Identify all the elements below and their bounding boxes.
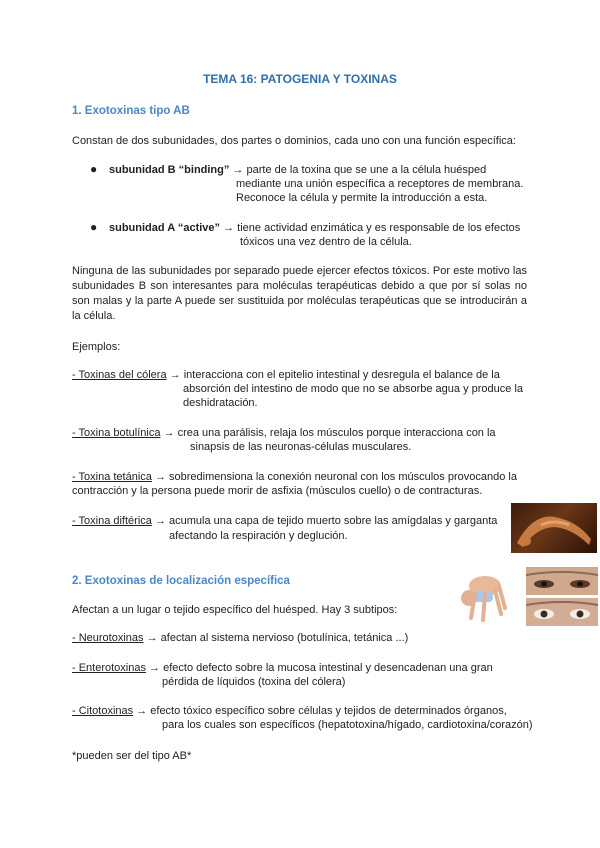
subtype-line (72, 631, 408, 645)
subtype-line (72, 661, 493, 675)
subtype-term: - Enterotoxinas (72, 662, 146, 674)
eyes-photo-bottom (526, 598, 598, 626)
subtype-text-line: para los cuales son específicos (hepatotoxina/hígado, cardiotoxina/corazón) (162, 719, 533, 731)
examples-label: Ejemplos: (72, 341, 121, 353)
subtype-line (72, 704, 507, 718)
arrow-glyph: → (154, 515, 166, 527)
example-line (72, 426, 496, 440)
bullet-term: subunidad A “active” (109, 222, 221, 234)
example-text-line: deshidratación. (183, 397, 258, 409)
bullet-text-line: tiene actividad enzimática y es responsable de los efectos (237, 222, 521, 234)
section1-paragraph: Ninguna de las subunidades por separado puede ejercer efectos tóxicos. Por este motivo las subunidades B son interesantes para moléculas terapéuticas debido a que por sí solas no son malas y la parte A puede ser sustituida por moléculas terapéuticas que se introducirán a la célula. (72, 265, 527, 322)
example-text-line: sinapsis de las neuronas-células musculares. (190, 441, 412, 453)
example-text-line: absorción del intestino de modo que no se absorbe agua y produce la (183, 383, 524, 395)
bullet-text-line: tóxicos una vez dentro de la célula. (240, 236, 412, 248)
example-term: - Toxina botulínica (72, 427, 161, 439)
page-title: TEMA 16: PATOGENIA Y TOXINAS (203, 72, 397, 86)
arrow-glyph: → (136, 705, 148, 717)
section1-intro: Constan de dos subunidades, dos partes o dominios, cada uno con una función específica: (72, 135, 516, 147)
example-text-line: acumula una capa de tejido muerto sobre las amígdalas y garganta (169, 515, 498, 527)
bullet-text-line: parte de la toxina que se une a la célula huésped (246, 164, 487, 176)
section2-intro: Afectan a un lugar o tejido específico del huésped. Hay 3 subtipos: (72, 604, 398, 616)
bullet-term: subunidad B “binding” (109, 164, 230, 176)
example-line (72, 368, 500, 382)
subtype-term: - Neurotoxinas (72, 632, 144, 644)
arrow-glyph: → (169, 369, 181, 381)
bullet-text-line: Reconoce la célula y permite la introducción a esta. (236, 192, 488, 204)
example-term: - Toxina tetánica (72, 471, 152, 483)
subtype-term: - Citotoxinas (72, 705, 134, 717)
section2-heading: 2. Exotoxinas de localización específica (72, 575, 290, 587)
example-text-line: interacciona con el epitelio intestinal y desregula el balance de la (183, 369, 500, 381)
subtype-text-line: efecto tóxico específico sobre células y tejidos de determinados órganos, (150, 705, 507, 717)
example-text-line: afectando la respiración y deglución. (169, 530, 348, 542)
subtype-text-line: pérdida de líquidos (toxina del cólera) (162, 676, 346, 688)
bullet-line (109, 221, 520, 235)
example-line (72, 470, 517, 484)
bullet-dot: ● (90, 162, 98, 176)
eyes-photo-top (526, 567, 598, 595)
arrow-glyph: → (232, 164, 244, 176)
arrow-glyph: → (154, 471, 166, 483)
example-term: - Toxinas del cólera (72, 369, 167, 381)
bullet-line (109, 163, 486, 177)
section2-note: *pueden ser del tipo AB* (72, 750, 192, 762)
infant-botulism-photo (455, 568, 513, 626)
subtype-text-line: efecto defecto sobre la mucosa intestinal y desencadenan una gran (163, 662, 493, 674)
arrow-glyph: → (163, 427, 175, 439)
example-term: - Toxina diftérica (72, 515, 152, 527)
arrow-glyph: → (146, 632, 158, 644)
bullet-text-line: mediante una unión específica a receptores de membrana. (236, 178, 524, 190)
example-text-line: contracción y la persona puede morir de asfixia (músculos cuello) o de contracturas. (72, 485, 483, 497)
example-line (72, 514, 497, 528)
example-text-line: crea una parálisis, relaja los músculos porque interacciona con la (177, 427, 496, 439)
arrow-glyph: → (223, 222, 235, 234)
bullet-dot: ● (90, 220, 98, 234)
subtype-text-line: afectan al sistema nervioso (botulínica, tetánica ...) (160, 632, 409, 644)
tetanus-patient-photo (511, 503, 597, 553)
example-text-line: sobredimensiona la conexión neuronal con los músculos provocando la (169, 471, 517, 483)
arrow-glyph: → (149, 662, 161, 674)
section1-heading: 1. Exotoxinas tipo AB (72, 105, 190, 117)
